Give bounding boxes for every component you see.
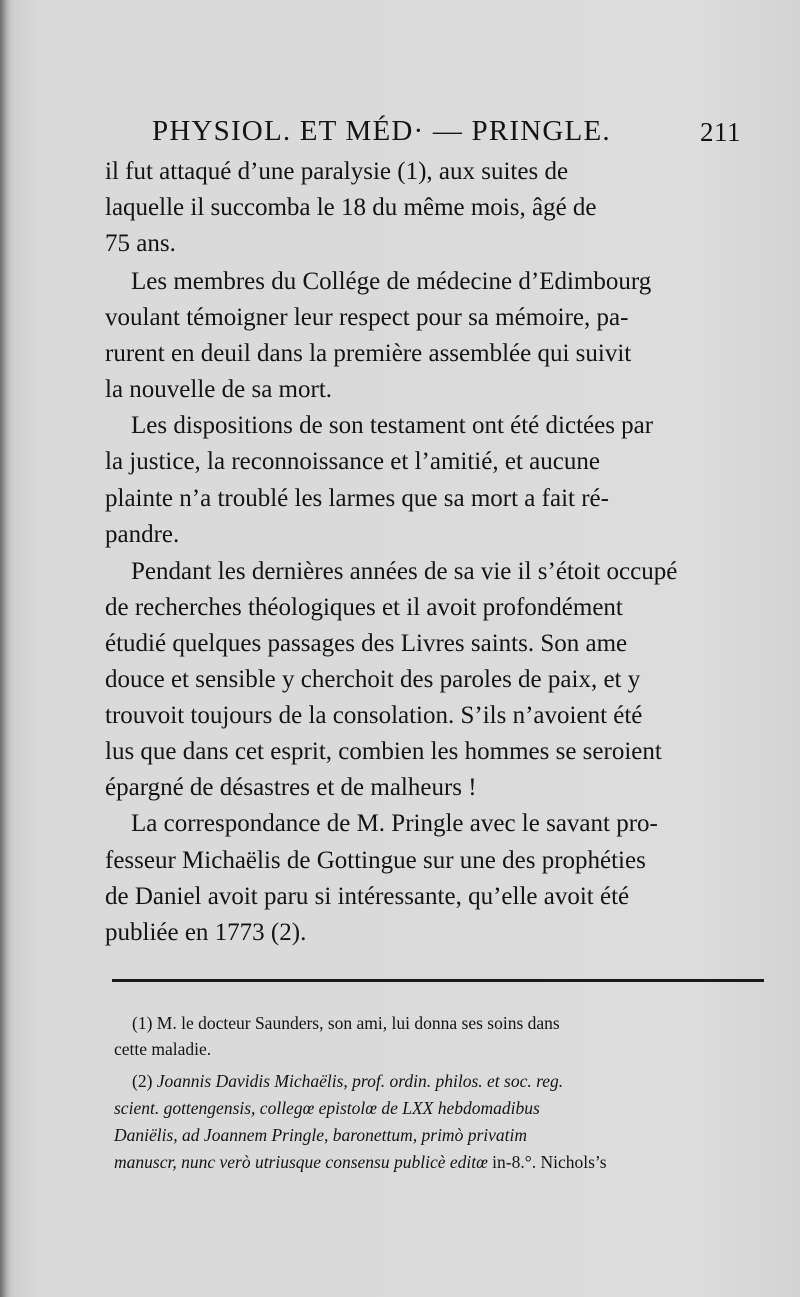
text-line: plainte n’a troublé les larmes que sa mort a fait ré- [105,485,609,512]
text-line: de recherches théologiques et il avoit profondément [105,594,623,621]
text-line: pandre. [105,521,180,548]
text-line: fesseur Michaëlis de Gottingue sur une des prophéties [105,847,646,874]
footnote-2-line [132,1068,563,1094]
text-line: rurent en deuil dans la première assemblée qui suivit [105,340,632,367]
footnote-2-text: Joannis Davidis Michaëlis, prof. ordin. philos. et soc. reg. [156,1071,564,1091]
text-line: la nouvelle de sa mort. [105,376,333,403]
text-line: voulant témoigner leur respect pour sa mémoire, pa- [105,304,629,331]
footnote-1-line: (1) M. le docteur Saunders, son ami, lui donna ses soins dans [132,1013,560,1033]
footnote-2-text: manuscr, nunc verò utriusque consensu publicè editœ [114,1152,488,1172]
text-line: douce et sensible y cherchoit des paroles de paix, et y [105,666,641,693]
page-number: 211 [700,117,741,147]
footnote-2-marker: (2) [132,1071,157,1091]
text-line: 75 ans. [105,230,176,257]
text-line: de Daniel avoit paru si intéressante, qu’elle avoit été [105,883,630,910]
text-line: La correspondance de M. Pringle avec le savant pro- [131,810,658,837]
running-header [152,115,772,155]
text-line: publiée en 1773 (2). [105,919,307,946]
running-head-title: PHYSIOL. ET MÉD· — PRINGLE. [152,115,611,147]
text-line: Pendant les dernières années de sa vie il s’étoit occupé [131,558,678,585]
text-line: il fut attaqué d’une paralysie (1), aux suites de [105,158,569,185]
text-line: Les membres du Collége de médecine d’Edimbourg [131,268,652,295]
text-line: étudié quelques passages des Livres saints. Son ame [105,630,628,657]
text-line: trouvoit toujours de la consolation. S’ils n’avoient été [105,702,643,729]
text-line: Les dispositions de son testament ont été dictées par [131,412,654,439]
text-line: lus que dans cet esprit, combien les hommes se seroient [105,738,662,765]
footnote-1-line: cette maladie. [114,1039,212,1059]
footnote-2-text: in-8.°. Nichols’s [487,1152,607,1172]
text-line: la justice, la reconnoissance et l’amitié, et aucune [105,448,600,475]
page-gutter-shadow [0,0,10,1297]
footnote-separator-rule [112,979,764,982]
footnote-2-line: Daniëlis, ad Joannem Pringle, baronettum, primò privatim [114,1125,527,1145]
footnote-2-line: scient. gottengensis, collegœ epistolœ de LXX hebdomadibus [114,1098,540,1118]
footnote-2-line [114,1149,607,1175]
text-line: épargné de désastres et de malheurs ! [105,774,477,801]
text-line: laquelle il succomba le 18 du même mois, âgé de [105,194,597,221]
